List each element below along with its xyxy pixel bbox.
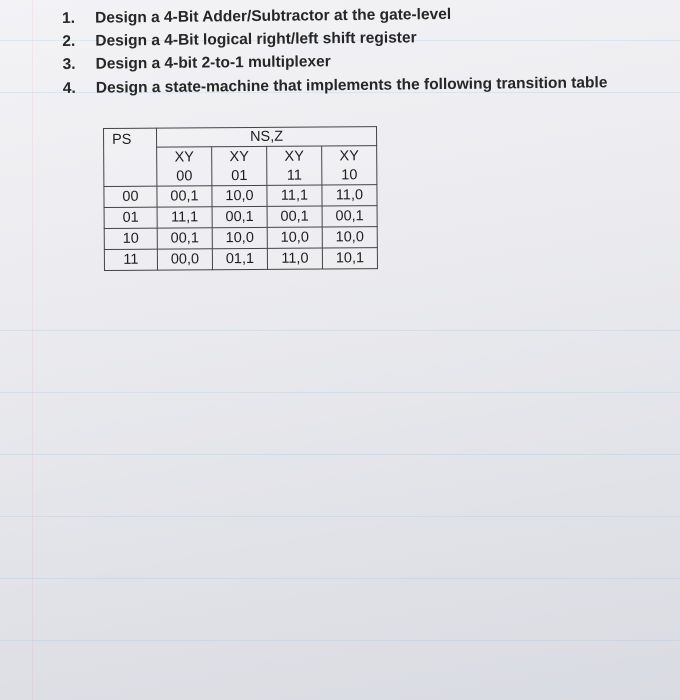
task-number: 3. [62, 55, 76, 73]
next-state-output-cell: 00,1 [157, 186, 212, 207]
input-value: 10 [322, 165, 377, 185]
present-state-cell: 11 [104, 249, 157, 270]
transition-table [103, 126, 378, 271]
transition-table-wrapper [103, 126, 378, 271]
ruled-line [0, 330, 680, 331]
next-state-output-cell: 10,0 [322, 227, 377, 248]
ruled-line [0, 516, 680, 517]
task-list [62, 2, 662, 97]
present-state-cell: 00 [104, 186, 157, 207]
next-state-output-cell: 00,1 [322, 206, 377, 227]
next-state-output-cell: 11,0 [267, 248, 322, 269]
next-state-output-cell: 10,1 [322, 248, 377, 269]
task-number: 1. [62, 9, 76, 27]
ns-header: NS,Z [157, 127, 377, 148]
next-state-output-cell: 11,0 [322, 185, 377, 206]
input-label: XY [267, 146, 322, 166]
present-state-cell: 10 [104, 228, 157, 249]
ruled-line [0, 640, 680, 641]
ruled-line [0, 454, 680, 455]
next-state-output-cell: 11,1 [267, 185, 322, 206]
task-text: Design a state-machine that implements the following transition table [95, 74, 608, 97]
table-row [104, 248, 377, 271]
next-state-output-cell: 10,0 [212, 185, 267, 206]
next-state-output-cell: 00,1 [212, 206, 267, 227]
task-number: 2. [62, 32, 76, 50]
input-label: XY [322, 146, 377, 166]
ruled-line [0, 578, 680, 579]
task-text: Design a 4-Bit Adder/Subtractor at the gate-level [95, 5, 452, 27]
next-state-output-cell: 10,0 [212, 227, 267, 248]
input-value: 01 [212, 166, 267, 186]
task-number: 4. [62, 79, 76, 97]
next-state-output-cell: 11,1 [157, 207, 212, 228]
input-label: XY [157, 147, 212, 167]
task-text: Design a 4-bit 2-to-1 multiplexer [95, 53, 331, 73]
input-value: 00 [157, 166, 212, 186]
ruled-line [0, 392, 680, 393]
next-state-output-cell: 10,0 [267, 227, 322, 248]
next-state-output-cell: 01,1 [212, 248, 267, 269]
ps-header: PS [104, 128, 157, 186]
table-row [104, 185, 377, 208]
input-value: 11 [267, 165, 322, 185]
next-state-output-cell: 00,1 [157, 228, 212, 249]
next-state-output-cell: 00,1 [267, 206, 322, 227]
task-text: Design a 4-Bit logical right/left shift register [95, 29, 417, 50]
table-row [104, 206, 377, 229]
input-label: XY [212, 146, 267, 166]
table-row [104, 227, 377, 250]
present-state-cell: 01 [104, 207, 157, 228]
margin-line [32, 0, 33, 700]
table-header-row [104, 127, 377, 148]
next-state-output-cell: 00,0 [157, 249, 212, 270]
